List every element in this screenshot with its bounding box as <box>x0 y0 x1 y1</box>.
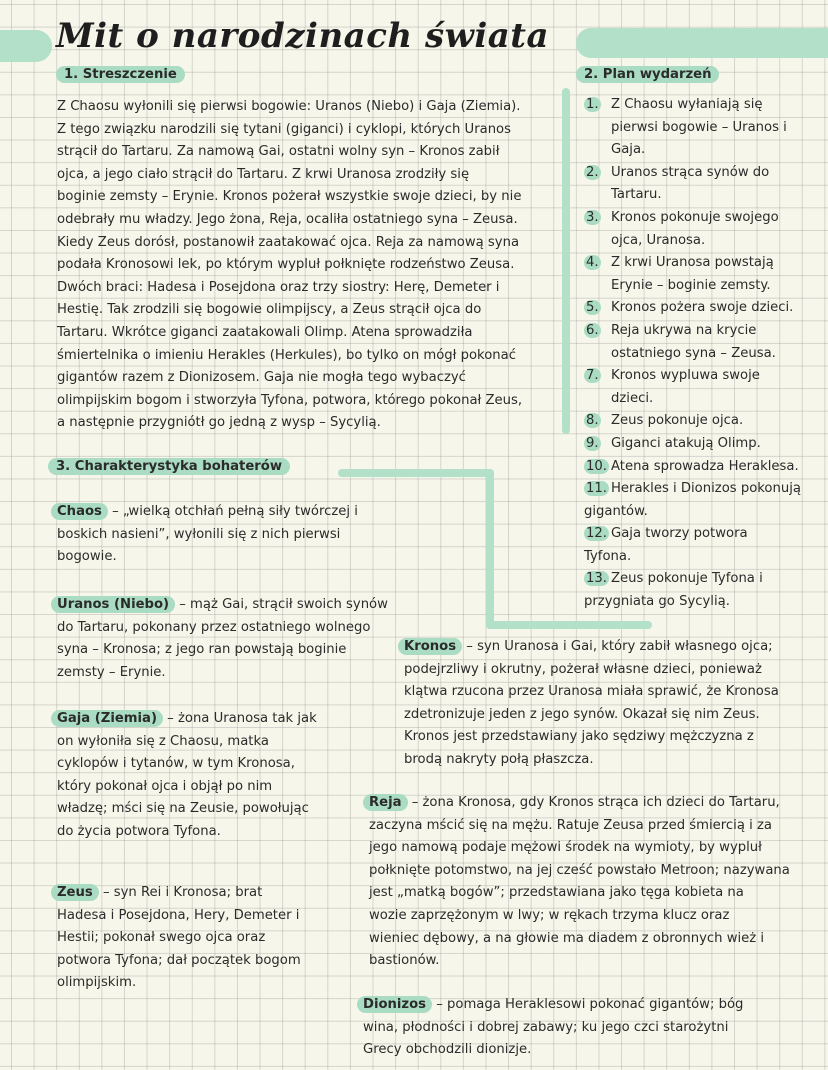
connector-bottom <box>486 621 652 629</box>
character-line <box>363 1017 743 1040</box>
title-bar-right <box>576 28 828 58</box>
plan-number-badge: 4. <box>586 255 599 271</box>
plan-item <box>584 365 824 410</box>
summary-heading: 1. Streszczenie <box>56 66 185 83</box>
character-description: – syn Rei i Kronosa; brat <box>98 885 263 900</box>
character-description: boskich nasieni”, wyłonili się z nich pierwsi <box>57 526 341 542</box>
character-line <box>369 837 790 860</box>
plan-item-line <box>584 297 824 320</box>
character-line <box>57 546 358 569</box>
character-line <box>369 905 790 928</box>
plan-item-line <box>584 252 824 275</box>
plan-item-line <box>584 546 824 569</box>
character-line <box>57 776 317 799</box>
plan-item-line <box>584 591 824 614</box>
character-chaos <box>57 501 358 569</box>
plan-item-line <box>584 184 824 207</box>
plan-item-text: ostatniego syna – Zeusa. <box>611 345 776 361</box>
character-description: Hadesa i Posejdona, Hery, Demeter i <box>57 907 300 923</box>
character-line <box>57 524 358 547</box>
summary-line: podała Kronosowi lek, po którym wypluł połknięte rodzeństwo Zeusa. <box>57 257 515 273</box>
character-line <box>57 927 301 950</box>
character-line <box>57 708 317 731</box>
character-line <box>363 994 743 1017</box>
character-description: cyklopów i tytanów, w tym Kronosa, <box>57 756 295 772</box>
character-description: zemsty – Erynie. <box>57 664 166 680</box>
character-description: – syn Uranosa i Gai, który zabił własnego ojca; <box>462 639 773 654</box>
character-line <box>57 753 317 776</box>
character-line <box>404 681 779 704</box>
character-description: połknięte potomstwo, na jej cześć powstało Metroon; nazywana <box>369 862 790 878</box>
character-line <box>404 749 779 772</box>
character-line <box>369 950 790 973</box>
character-description: do życia potwora Tyfona. <box>57 823 221 839</box>
character-description: – „wielką otchłań pełną siły twórczej i <box>107 504 358 519</box>
plan-item <box>584 94 824 162</box>
character-description: – żona Kronosa, gdy Kronos strąca ich dzieci do Tartaru, <box>407 795 780 810</box>
summary-text <box>57 96 522 435</box>
plan-item-text: Kronos wypluwa swoje <box>611 368 760 384</box>
character-line <box>363 1039 743 1062</box>
plan-item-text: gigantów. <box>584 503 648 519</box>
summary-line: strącił do Tartaru. Za namową Gai, ostatni wolny syn – Kronos zabił <box>57 144 500 160</box>
summary-line: Z Chaosu wyłonili się pierwsi bogowie: Uranos (Niebo) i Gaja (Ziemia). <box>57 99 521 114</box>
character-line <box>404 726 779 749</box>
plan-item-line <box>584 410 824 433</box>
character-description: władzę; mści się na Zeusie, powołując <box>57 801 309 817</box>
title-bar-left <box>0 30 52 62</box>
plan-item-line <box>584 117 824 140</box>
plan-item-text: Gaja. <box>611 142 646 158</box>
character-description: podejrzliwy i okrutny, pożerał własne dzieci, ponieważ <box>404 661 762 677</box>
connector-vertical <box>486 469 494 629</box>
character-line <box>57 617 388 640</box>
character-description: jest „matką bogów”; przedstawiana jako tęga kobieta na <box>369 885 744 901</box>
character-description: wieniec dębowy, a na głowie ma diadem z obronnych wież i <box>369 930 765 946</box>
character-description: do Tartaru, pokonany przez ostatniego wolnego <box>57 619 371 635</box>
plan-item <box>584 568 824 613</box>
character-zeus <box>57 882 301 995</box>
character-line <box>57 972 301 995</box>
character-description: Kronos jest przedstawiany jako sędziwy mężczyzna z <box>404 729 754 745</box>
plan-heading: 2. Plan wydarzeń <box>576 66 719 83</box>
plan-item-text: Tartaru. <box>611 187 662 203</box>
plan-item <box>584 456 824 479</box>
plan-item-number <box>584 568 611 591</box>
plan-item-line <box>584 568 824 591</box>
character-line <box>57 501 358 524</box>
plan-number-badge: 5. <box>586 300 599 316</box>
character-description: – pomaga Heraklesowi pokonać gigantów; bóg <box>432 997 744 1012</box>
character-name: Uranos (Niebo) <box>51 596 175 613</box>
plan-number-badge: 3. <box>586 209 599 225</box>
plan-item-text: Z krwi Uranosa powstają <box>611 255 774 271</box>
plan-number-badge: 13. <box>586 571 607 587</box>
character-name: Dionizos <box>357 996 432 1013</box>
character-description: bastionów. <box>369 953 440 969</box>
character-kronos <box>404 636 779 772</box>
plan-item-number <box>584 433 611 456</box>
plan-item-text: Gaja tworzy potwora <box>611 526 748 542</box>
plan-item-text: Herakles i Dionizos pokonują <box>611 481 801 497</box>
character-description: – mąż Gai, strącił swoich synów <box>175 597 388 612</box>
plan-item-text: Giganci atakują Olimp. <box>611 435 761 451</box>
plan-item-text: Erynie – boginie zemsty. <box>611 277 771 293</box>
character-description: zdetronizuje jeden z jego synów. Okazał się nim Zeus. <box>404 706 760 722</box>
character-line <box>57 594 388 617</box>
character-description: klątwa rzucona przez Uranosa miała sprawić, że Kronosa <box>404 684 779 700</box>
character-line <box>57 639 388 662</box>
summary-line: boginie zemsty – Erynie. Kronos pożerał wszystkie swoje dzieci, by nie <box>57 189 522 205</box>
plan-item-line <box>584 139 824 162</box>
character-gaja <box>57 708 317 844</box>
character-description: brodą nakryty połą płaszcza. <box>404 751 594 767</box>
summary-line: a następnie przygniótł go jedną z wysp – Sycylią. <box>57 415 381 431</box>
page-title: Mit o narodzinach świata <box>56 16 550 56</box>
character-description: potwora Tyfona; dał początek bogom <box>57 952 301 968</box>
plan-item <box>584 410 824 433</box>
plan-item <box>584 252 824 297</box>
character-line <box>404 704 779 727</box>
plan-item-text: Kronos pokonuje swojego <box>611 209 779 225</box>
plan-item-text: Z Chaosu wyłaniają się <box>611 97 763 112</box>
summary-line: śmiertelnika o imieniu Herakles (Herkules), bo tylko on mógł pokonać <box>57 347 516 363</box>
character-description: Grecy obchodzili dionizje. <box>363 1042 532 1058</box>
plan-item <box>584 162 824 207</box>
plan-item-number <box>584 410 611 433</box>
plan-item-line <box>584 94 824 117</box>
character-name: Chaos <box>51 503 108 520</box>
plan-number-badge: 12. <box>586 526 607 542</box>
character-line <box>57 798 317 821</box>
plan-item-line <box>584 320 824 343</box>
plan-item <box>584 523 824 568</box>
character-line <box>369 860 790 883</box>
character-line <box>57 662 388 685</box>
plan-item-text: Atena sprowadza Heraklesa. <box>611 458 799 474</box>
character-reja <box>369 792 790 973</box>
character-name: Reja <box>363 794 408 811</box>
plan-item-number <box>584 478 611 501</box>
character-line <box>57 821 317 844</box>
plan-number-badge: 1. <box>586 97 599 112</box>
plan-item-number <box>584 456 611 479</box>
plan-item-line <box>584 433 824 456</box>
plan-item <box>584 478 824 523</box>
divider-vertical <box>562 88 570 434</box>
character-name: Zeus <box>51 884 99 901</box>
plan-item-number <box>584 523 611 546</box>
plan-number-badge: 10. <box>586 458 607 474</box>
plan-item-number <box>584 297 611 320</box>
plan-item-line <box>584 523 824 546</box>
plan-item-text: Zeus pokonuje ojca. <box>611 413 744 429</box>
plan-item <box>584 320 824 365</box>
character-line <box>404 659 779 682</box>
plan-item-text: Tyfona. <box>584 548 632 564</box>
plan-item-number <box>584 207 611 230</box>
character-description: Hestii; pokonał swego ojca oraz <box>57 930 266 946</box>
character-uranos <box>57 594 388 684</box>
character-description: jego namową podaje mężowi środek na wymioty, by wypluł <box>369 840 762 856</box>
plan-item-text: Uranos strąca synów do <box>611 164 770 180</box>
characters-heading: 3. Charakterystyka bohaterów <box>48 458 290 475</box>
plan-item-line <box>584 456 824 479</box>
plan-item-line <box>584 388 824 411</box>
plan-number-badge: 6. <box>586 322 599 338</box>
plan-number-badge: 2. <box>586 164 599 180</box>
plan-item-text: przygniata go Sycylią. <box>584 594 730 610</box>
summary-line: olimpijskim bogom i stworzyła Tyfona, potwora, którego pokonał Zeus, <box>57 392 523 408</box>
plan-item-line <box>584 478 824 501</box>
plan-item-text: Kronos pożera swoje dzieci. <box>611 300 794 316</box>
plan-item-text: dzieci. <box>611 390 654 406</box>
character-line <box>57 882 301 905</box>
plan-item-number <box>584 365 611 388</box>
character-line <box>369 792 790 815</box>
plan-item <box>584 207 824 252</box>
summary-line: ojca, a jego ciało strącił do Tartaru. Z krwi Uranosa zrodziły się <box>57 166 470 182</box>
summary-line: Kiedy Zeus dorósł, postanowił zaatakować ojca. Reja za namową syna <box>57 234 520 250</box>
character-description: olimpijskim. <box>57 975 137 991</box>
character-description: syna – Kronosa; z jego ran powstają boginie <box>57 642 347 658</box>
plan-item-number <box>584 94 611 117</box>
character-name: Gaja (Ziemia) <box>51 710 163 727</box>
plan-number-badge: 11. <box>586 481 607 497</box>
plan-item-number <box>584 320 611 343</box>
character-description: zaczyna mścić się na mężu. Ratuje Zeusa przed śmiercią i za <box>369 817 772 833</box>
plan-item <box>584 297 824 320</box>
character-description: wina, płodności i dobrej zabawy; ku jego czci starożytni <box>363 1019 729 1035</box>
plan-item-text: ojca, Uranosa. <box>611 232 706 248</box>
character-description: on wyłoniła się z Chaosu, matka <box>57 733 269 749</box>
plan-item-line <box>584 365 824 388</box>
plan-item-number <box>584 252 611 275</box>
character-line <box>369 815 790 838</box>
plan-item-line <box>584 343 824 366</box>
plan-item-text: Zeus pokonuje Tyfona i <box>611 571 763 587</box>
plan-item-line <box>584 275 824 298</box>
plan-item-text: Reja ukrywa na krycie <box>611 322 757 338</box>
character-line <box>369 882 790 905</box>
character-line <box>404 636 779 659</box>
summary-line: gigantów razem z Dionizosem. Gaja nie mogła tego wybaczyć <box>57 370 466 386</box>
plan-item-line <box>584 230 824 253</box>
character-description: – żona Uranosa tak jak <box>162 711 317 726</box>
character-line <box>57 950 301 973</box>
character-line <box>369 928 790 951</box>
plan-item-line <box>584 162 824 185</box>
character-description: wozie zaprzężonym w lwy; w rękach trzyma klucz oraz <box>369 907 730 923</box>
plan-item-line <box>584 207 824 230</box>
character-dionizos <box>363 994 743 1062</box>
summary-line: Hestię. Tak zrodzili się bogowie olimpijscy, a Zeus strącił ojca do <box>57 302 482 318</box>
summary-line: Dwóch braci: Hadesa i Posejdona oraz trzy siostry: Herę, Demeter i <box>57 279 500 295</box>
plan-number-badge: 7. <box>586 368 599 384</box>
summary-line: odebrały mu władzy. Jego żona, Reja, ocaliła ostatniego syna – Zeusa. <box>57 211 518 227</box>
character-line <box>57 905 301 928</box>
plan-item-line <box>584 501 824 524</box>
character-description: bogowie. <box>57 549 117 565</box>
connector-top <box>338 469 494 477</box>
character-name: Kronos <box>398 638 462 655</box>
plan-number-badge: 9. <box>586 435 599 451</box>
plan-item-number <box>584 162 611 185</box>
plan-number-badge: 8. <box>586 413 599 429</box>
plan-list <box>584 94 824 614</box>
summary-line: Tartaru. Wkrótce giganci zaatakowali Olimp. Atena sprowadziła <box>57 324 473 340</box>
plan-item-text: pierwsi bogowie – Uranos i <box>611 119 787 135</box>
character-line <box>57 731 317 754</box>
summary-line: Z tego związku narodzili się tytani (giganci) i cyklopi, których Uranos <box>57 121 511 137</box>
plan-item <box>584 433 824 456</box>
character-description: który pokonał ojca i objął po nim <box>57 778 273 794</box>
